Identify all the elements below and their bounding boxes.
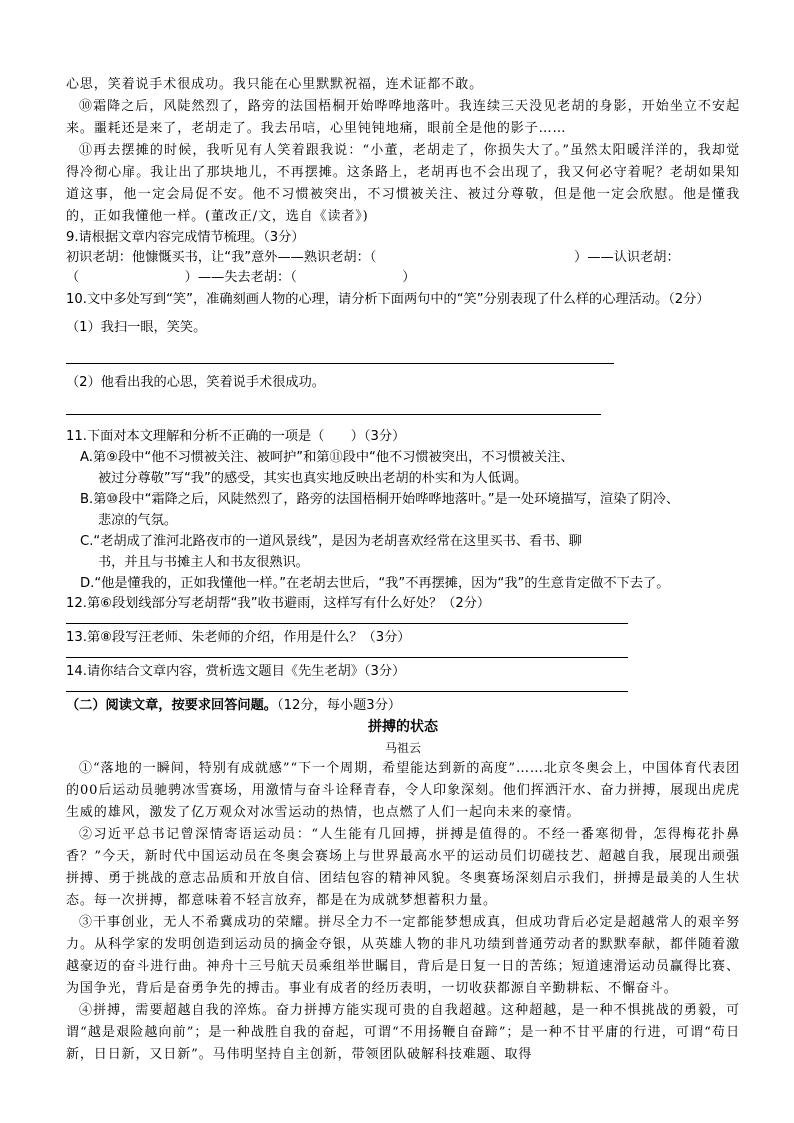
passage-paragraph-10: ⑩霜降之后，风陡然烈了，路旁的法国梧桐开始哗哗地落叶。我连续三天没见老胡的身影，开始坐立不安起来。噩耗还是来了，老胡走了。我去吊唁，心里钝钝地痛，眼前全是他的影子…… xyxy=(66,99,740,136)
question-11: 11.下面对本文理解和分析不正确的一项是（ ）（3分） xyxy=(66,429,406,444)
question-12: 12.第⑥段划线部分写老胡帮“我”收书避雨，这样写有什么好处？（2分） xyxy=(66,596,491,611)
question-14: 14.请你结合文章内容，赏析选文题目《先生老胡》（3分） xyxy=(66,664,406,679)
article-paragraph-1: ①“落地的一瞬间，特别有成就感”“下一个周期，希望能达到新的高度”……北京冬奥会上，中国体育代表团的00后运动员驰骋冰雪赛场，用激情与奋斗诠释青春，令人印象深刻。他们挥洒汗水、奋力拼搏，展现出虎虎生威的雄风，激发了亿万观众对冰雪运动的热情，也点燃了人们一起向未来的豪情。 xyxy=(66,761,740,820)
question-11-option-c: C.“老胡成了淮河北路夜市的一道风景线”，是因为老胡喜欢经常在这里买书、看书、聊 xyxy=(80,534,582,549)
question-11-option-c-cont: 书，并且与书摊主人和书友很熟识。 xyxy=(98,555,309,570)
article-paragraph-4: ④拼搏，需要超越自我的淬炼。奋力拼搏方能实现可贵的自我超越。这种超越，是一种不惧挑战的勇毅，可谓“越是艰险越向前”；是一种战胜自我的奋起，可谓“不用扬鞭自奋蹄”；是一种不甘平庸的行进，可谓“苟日新，日日新，又日新”。马伟明坚持自主创新，带领团队破解科技难题、取得 xyxy=(66,1003,740,1062)
article-paragraph-3: ③干事创业，无人不希冀成功的荣耀。拼尽全力不一定都能梦想成真，但成功背后必定是超越常人的艰辛努力。从科学家的发明创造到运动员的摘金夺银，从英雄人物的非凡功绩到普通劳动者的默默奉献，都伴随着激越豪迈的奋斗进行曲。神舟十三号航天员乘组举世瞩目，背后是日复一日的苦练；短道速滑运动员赢得比赛、为国争光，背后是奋勇争先的搏击。事业有成者的经历表明，一切收获都源自辛勤耕耘、不懈奋斗。 xyxy=(66,915,740,996)
question-10-item-1: （1）我扫一眼，笑笑。 xyxy=(66,320,207,335)
question-9-fill-line-2: （ ）——失去老胡：（ ） xyxy=(66,270,416,285)
question-11-option-a: A.第⑨段中“他不习惯被关注、被呵护”和第⑪段中“他不习惯被突出，不习惯被关注、 xyxy=(80,450,574,465)
article-paragraph-2: ②习近平总书记曾深情寄语运动员：“人生能有几回搏，拼搏是值得的。不经一番寒彻骨，怎得梅花扑鼻香？”今天，新时代中国运动员在冬奥会赛场上与世界最高水平的运动员们切磋技艺、超越自我，展现出顽强拼搏、勇于挑战的意志品质和开放自信、团结包容的精神风貌。冬奥赛场深刻启示我们，拼搏是最美的人生状态。每一次拼搏，都意味着不轻言放弃，都是在为成就梦想蓄积力量。 xyxy=(66,827,740,908)
question-10: 10.文中多处写到“笑”，准确刻画人物的心理，请分析下面两句中的“笑”分别表现了什么样的心理活动。（2分） xyxy=(66,292,710,307)
article-author: 马祖云 xyxy=(384,741,421,755)
question-11-option-d: D.“他是懂我的，正如我懂他一样。”在老胡去世后，“我”不再摆摊，因为“我”的生意肯定做不下去了。 xyxy=(80,576,670,591)
section-2-heading-text: （二）阅读文章，按要求回答问题。 xyxy=(66,698,277,713)
section-2-heading xyxy=(66,696,740,716)
passage-paragraph-11: ⑪再去摆摊的时候，我听见有人笑着跟我说：“小董，老胡走了，你损失大了。”虽然太阳暖洋洋的，我却觉得冷彻心扉。我让出了那块地儿，不再摆摊。这条路上，老胡再也不会出现了，我又何必守着呢？老胡如果知道这事，他一定会局促不安。他不习惯被突出，不习惯被关注、被过分尊敬，但是他一定会欣慰。他是懂我的，正如我懂他一样。(董改正/文，选自《读者》) xyxy=(66,143,740,224)
answer-line xyxy=(66,690,628,692)
question-9: 9.请根据文章内容完成情节梳理。（3分） xyxy=(66,230,305,245)
passage-paragraph-tail: 心思，笑着说手术很成功。我只能在心里默默祝福，连术证都不敢。 xyxy=(66,77,484,92)
exam-page xyxy=(66,74,740,1066)
question-10-item-2: （2）他看出我的心思，笑着说手术很成功。 xyxy=(66,375,325,390)
answer-line xyxy=(66,622,628,624)
article-title: 拼搏的状态 xyxy=(368,719,438,735)
question-11-option-b: B.第⑩段中“霜降之后，风陡然烈了，路旁的法国梧桐开始哗哗地落叶。”是一处环境描写，渲染了阴冷、 xyxy=(80,492,680,507)
question-11-option-b-cont: 悲凉的气氛。 xyxy=(98,513,178,528)
answer-line xyxy=(66,656,628,658)
question-9-fill-line-1: 初识老胡：他慷慨买书，让“我”意外——熟识老胡：（ ）——认识老胡： xyxy=(66,250,680,265)
section-2-score: （12分，每小题3分） xyxy=(277,698,402,713)
question-11-option-a-cont: 被过分尊敬”写“我”的感受，其实也真实地反映出老胡的朴实和为人低调。 xyxy=(98,471,528,486)
answer-line xyxy=(66,362,614,364)
answer-line xyxy=(66,413,601,415)
question-13: 13.第⑧段写汪老师、朱老师的介绍，作用是什么？（3分） xyxy=(66,630,411,645)
